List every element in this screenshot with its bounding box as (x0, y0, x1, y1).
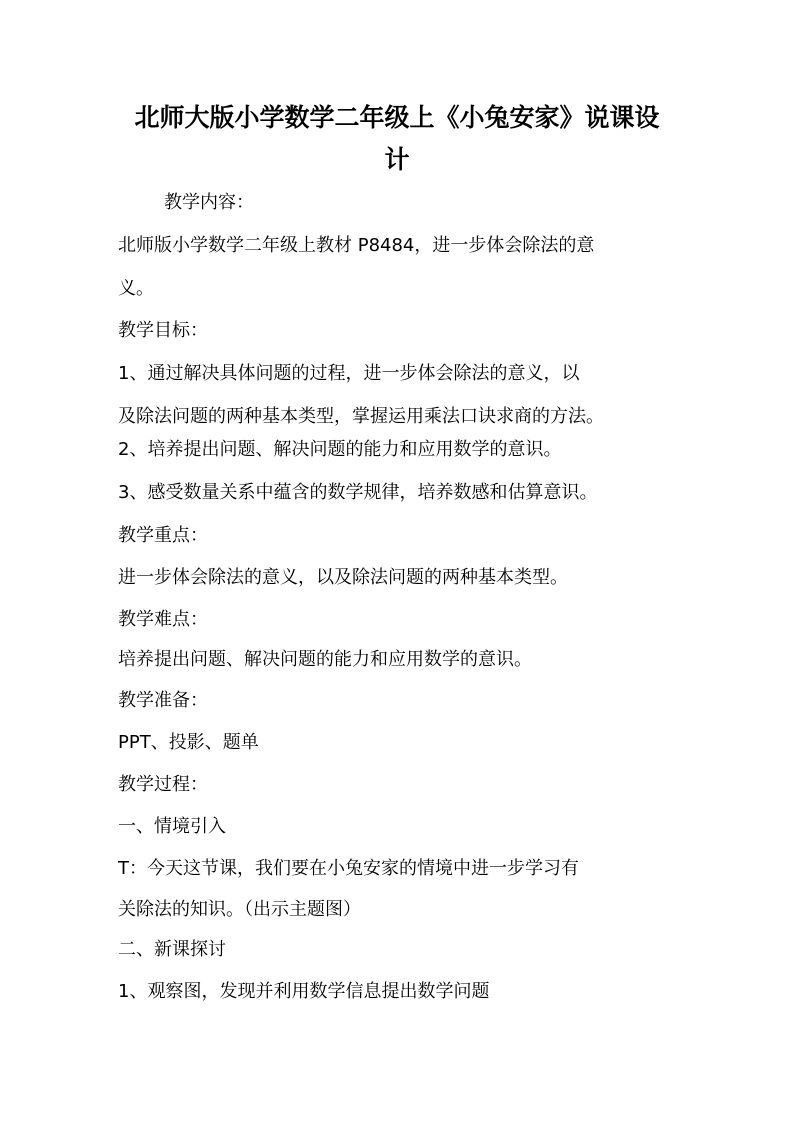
paragraph-line: 义。 (118, 278, 154, 299)
paragraph-line: 关除法的知识。（出示主题图） (118, 899, 361, 920)
document-title-line-1: 北师大版小学数学二年级上《小兔安家》说课设 (134, 103, 660, 132)
document-title-line-2: 计 (384, 145, 410, 174)
paragraph-line: 一、情境引入 (118, 816, 226, 837)
paragraph-line: 及除法问题的两种基本类型，掌握运用乘法口诀求商的方法。 (118, 406, 604, 427)
section-heading-teaching-content: 教学内容： (164, 192, 254, 213)
paragraph-line: PPT、投影、题单 (118, 732, 259, 753)
section-heading-process: 教学过程： (118, 774, 208, 795)
section-heading-difficulties: 教学难点： (118, 609, 208, 630)
section-heading-teaching-goals: 教学目标： (118, 320, 208, 341)
section-heading-preparation: 教学准备： (118, 690, 208, 711)
paragraph-line: 3、感受数量关系中蕴含的数学规律，培养数感和估算意识。 (118, 482, 598, 503)
paragraph-line: 2、培养提出问题、解决问题的能力和应用数学的意识。 (118, 439, 562, 460)
paragraph-line: 北师版小学数学二年级上教材 P8484，进一步体会除法的意 (118, 235, 595, 256)
paragraph-line: 二、新课探讨 (118, 939, 226, 960)
section-heading-key-points: 教学重点： (118, 525, 208, 546)
paragraph-line: T：今天这节课，我们要在小兔安家的情境中进一步学习有 (118, 858, 579, 879)
paragraph-line: 1、通过解决具体问题的过程，进一步体会除法的意义，以 (118, 363, 580, 384)
paragraph-line: 培养提出问题、解决问题的能力和应用数学的意识。 (118, 649, 532, 670)
paragraph-line: 1、观察图，发现并利用数学信息提出数学问题 (118, 981, 490, 1002)
paragraph-line: 进一步体会除法的意义，以及除法问题的两种基本类型。 (118, 567, 568, 588)
